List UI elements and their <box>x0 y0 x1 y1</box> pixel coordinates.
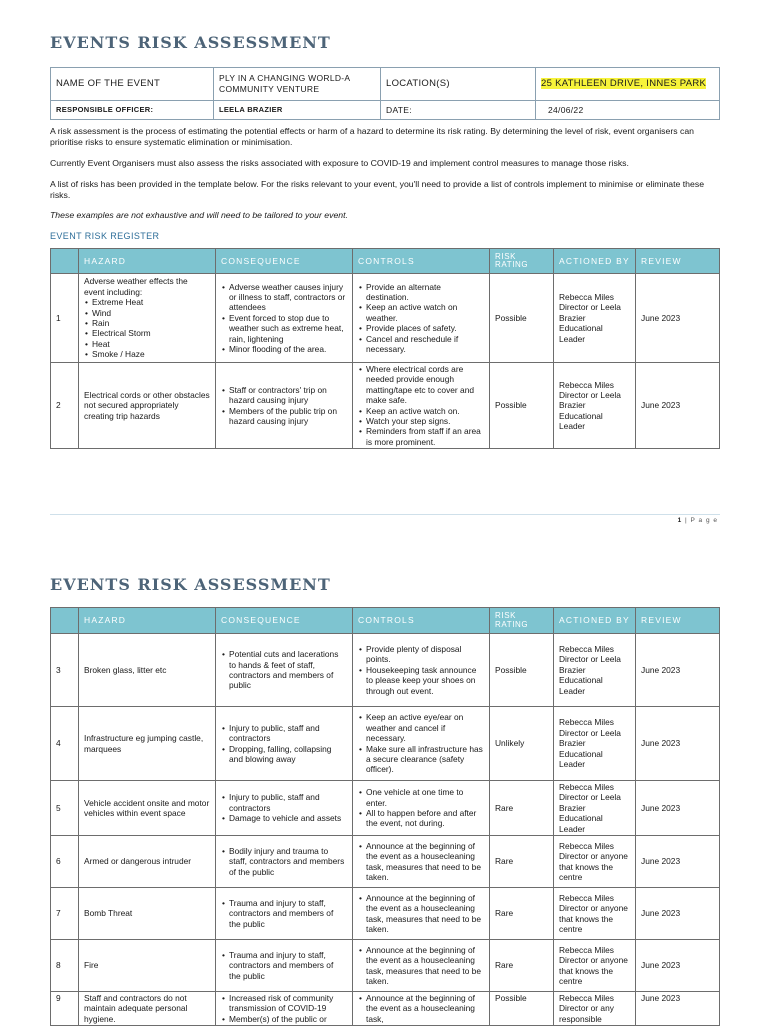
list-item: • Electrical Storm <box>92 328 210 338</box>
risk-rating-cell: Rare <box>490 781 554 836</box>
review-cell: June 2023 <box>636 363 720 449</box>
intro-paragraph-4: These examples are not exhaustive and will need to be tailored to your event. <box>50 210 348 220</box>
risk-rating-cell: Possible <box>490 992 554 1026</box>
controls-cell <box>353 363 490 449</box>
row-number: 8 <box>51 940 79 992</box>
table-row <box>51 781 720 836</box>
intro-paragraph-1: A risk assessment is the process of estimating the potential effects or harm of a hazard to determine its risk rating. By determining the level of risk, event organisers can prioritise risks to ensure systematic elimination or minimisation. <box>50 126 694 147</box>
review-cell: June 2023 <box>636 940 720 992</box>
hazard-cell: Vehicle accident onsite and motor vehicles within event space <box>79 781 216 836</box>
page-number <box>678 517 718 524</box>
actioned-by-cell: Rebecca Miles Director or Leela Brazier Educational Leader <box>554 634 636 707</box>
risk-rating-cell: Possible <box>490 274 554 363</box>
consequence-cell <box>216 992 353 1026</box>
review-cell: June 2023 <box>636 634 720 707</box>
location-value: 25 KATHLEEN DRIVE, INNES PARK <box>541 78 707 89</box>
hazard-cell: Bomb Threat <box>79 888 216 940</box>
review-cell: June 2023 <box>636 274 720 363</box>
controls-cell <box>353 781 490 836</box>
row-number: 4 <box>51 707 79 781</box>
date-value: 24/06/22 <box>536 101 720 120</box>
row-number: 5 <box>51 781 79 836</box>
risk-rating-cell: Rare <box>490 836 554 888</box>
header-review: REVIEW <box>636 608 720 634</box>
actioned-by-cell: Rebecca Miles Director or anyone that knows the centre <box>554 940 636 992</box>
list-item: • Event forced to stop due to weather such as extreme heat, rain, lightening <box>229 313 347 344</box>
list-item: • Keep an active watch on. <box>366 406 484 416</box>
risk-rating-cell: Rare <box>490 940 554 992</box>
table-header-row <box>51 249 720 274</box>
list-item: • Rain <box>92 318 210 328</box>
controls-cell <box>353 992 490 1026</box>
header-controls: CONTROLS <box>353 249 490 274</box>
controls-cell <box>353 888 490 940</box>
hazard-cell: Fire <box>79 940 216 992</box>
list-item: • Provide places of safety. <box>366 323 484 333</box>
consequence-cell <box>216 363 353 449</box>
risk-register-table-2 <box>50 607 720 1026</box>
list-item: • One vehicle at one time to enter. <box>366 787 484 808</box>
list-item: • Minor flooding of the area. <box>229 344 347 354</box>
table-row <box>51 363 720 449</box>
list-item: • Potential cuts and lacerations to hands & feet of staff, contractors and members of public <box>229 649 347 691</box>
actioned-by-cell: Rebecca Miles Director or anyone that knows the centre <box>554 836 636 888</box>
consequence-cell <box>216 634 353 707</box>
header-actioned-by: ACTIONED BY <box>554 249 636 274</box>
header-num <box>51 608 79 634</box>
table-header-row <box>51 608 720 634</box>
list-item: • Smoke / Haze <box>92 349 210 359</box>
risk-rating-cell: Unlikely <box>490 707 554 781</box>
page-title: EVENTS RISK ASSESSMENT <box>50 33 331 52</box>
list-item: • Injury to public, staff and contractors <box>229 723 347 744</box>
list-item: • Provide an alternate destination. <box>366 282 484 303</box>
intro-paragraph-2: Currently Event Organisers must also assess the risks associated with exposure to COVID-19 and implement control measures to manage those risks. <box>50 158 629 168</box>
actioned-by-cell: Rebecca Miles Director or anyone that knows the centre <box>554 888 636 940</box>
list-item: • Wind <box>92 308 210 318</box>
consequence-cell <box>216 940 353 992</box>
list-item: • Adverse weather causes injury or illness to staff, contractors or attendees <box>229 282 347 313</box>
consequence-cell <box>216 274 353 363</box>
list-item: • Where electrical cords are needed provide enough matting/tape etc to cover and make safe. <box>366 364 484 406</box>
table-row <box>51 836 720 888</box>
hazard-cell: Armed or dangerous intruder <box>79 836 216 888</box>
row-number: 2 <box>51 363 79 449</box>
page-number-value: 1 <box>677 517 683 524</box>
list-item: • Watch your step signs. <box>366 416 484 426</box>
table-row <box>51 274 720 363</box>
hazard-cell: Broken glass, litter etc <box>79 634 216 707</box>
risk-register-table-1 <box>50 248 720 449</box>
list-item: • Heat <box>92 339 210 349</box>
header-hazard: HAZARD <box>79 249 216 274</box>
row-number: 3 <box>51 634 79 707</box>
hazard-cell <box>79 274 216 363</box>
header-controls: CONTROLS <box>353 608 490 634</box>
consequence-cell <box>216 781 353 836</box>
event-info-table <box>50 67 720 120</box>
list-item: • Announce at the beginning of the event as a housecleaning task, measures that need to be taken. <box>366 893 484 935</box>
controls-cell <box>353 940 490 992</box>
table-row <box>51 707 720 781</box>
risk-rating-cell: Rare <box>490 888 554 940</box>
consequence-cell <box>216 836 353 888</box>
list-item: • Increased risk of community transmission of COVID-19 <box>229 993 347 1014</box>
row-number: 7 <box>51 888 79 940</box>
header-hazard: HAZARD <box>79 608 216 634</box>
officer-value: LEELA BRAZIER <box>214 101 381 120</box>
intro-paragraph-3: A list of risks has been provided in the template below. For the risks relevant to your event, you'll need to provide a list of controls implement to minimise or eliminate these risks. <box>50 179 705 200</box>
consequence-cell <box>216 888 353 940</box>
list-item: • Cancel and reschedule if necessary. <box>366 334 484 355</box>
actioned-by-cell: Rebecca Miles Director or Leela Brazier Educational Leader <box>554 363 636 449</box>
list-item: • Announce at the beginning of the event as a housecleaning task, measures that need to be taken. <box>366 945 484 987</box>
list-item: • Damage to vehicle and assets <box>229 813 347 823</box>
row-number: 9 <box>51 992 79 1026</box>
event-name-label: NAME OF THE EVENT <box>51 68 214 101</box>
date-label: DATE: <box>381 101 536 120</box>
header-consequence: CONSEQUENCE <box>216 249 353 274</box>
table-row <box>51 992 720 1026</box>
list-item: • Extreme Heat <box>92 297 210 307</box>
list-item: • Provide plenty of disposal points. <box>366 644 484 665</box>
list-item: • Injury to public, staff and contractors <box>229 792 347 813</box>
list-item: • Make sure all infrastructure has a secure clearance (safety officer). <box>366 744 484 775</box>
review-cell: June 2023 <box>636 992 720 1026</box>
footer-divider <box>50 514 720 515</box>
register-heading: EVENT RISK REGISTER <box>50 231 160 241</box>
header-risk-rating: RISK RATING <box>490 608 554 634</box>
list-item: • Staff or contractors' trip on hazard causing injury <box>229 385 347 406</box>
page-2-title: EVENTS RISK ASSESSMENT <box>50 575 331 594</box>
list-item: • Dropping, falling, collapsing and blowing away <box>229 744 347 765</box>
header-risk-rating: RISK RATING <box>490 249 554 274</box>
actioned-by-cell: Rebecca Miles Director or Leela Brazier Educational Leader <box>554 707 636 781</box>
actioned-by-cell: Rebecca Miles Director or any responsible <box>554 992 636 1026</box>
hazard-text: Adverse weather effects the event including: <box>84 276 188 297</box>
controls-cell <box>353 836 490 888</box>
header-consequence: CONSEQUENCE <box>216 608 353 634</box>
hazard-cell: Electrical cords or other obstacles not secured appropriately creating trip hazards <box>79 363 216 449</box>
review-cell: June 2023 <box>636 707 720 781</box>
actioned-by-cell: Rebecca Miles Director or Leela Brazier Educational Leader <box>554 274 636 363</box>
list-item: • Announce at the beginning of the event as a housecleaning task, measures that need to be taken. <box>366 841 484 883</box>
page-number-suffix: | P a g e <box>685 517 718 524</box>
risk-rating-cell: Possible <box>490 634 554 707</box>
officer-label: RESPONSIBLE OFFICER: <box>51 101 214 120</box>
controls-cell <box>353 274 490 363</box>
header-review: REVIEW <box>636 249 720 274</box>
list-item: • Keep an active eye/ear on weather and cancel if necessary. <box>366 712 484 743</box>
controls-cell <box>353 707 490 781</box>
review-cell: June 2023 <box>636 836 720 888</box>
risk-rating-cell: Possible <box>490 363 554 449</box>
list-item: • Housekeeping task announce to please keep your shoes on through out event. <box>366 665 484 696</box>
table-row <box>51 940 720 992</box>
header-num <box>51 249 79 274</box>
list-item: • Keep an active watch on weather. <box>366 302 484 323</box>
table-row <box>51 888 720 940</box>
review-cell: June 2023 <box>636 781 720 836</box>
row-number: 1 <box>51 274 79 363</box>
list-item: • Reminders from staff if an area is more prominent. <box>366 426 484 447</box>
header-actioned-by: ACTIONED BY <box>554 608 636 634</box>
hazard-cell: Infrastructure eg jumping castle, marquees <box>79 707 216 781</box>
event-name-value: PLY IN A CHANGING WORLD-A COMMUNITY VENTURE <box>214 68 381 101</box>
table-row <box>51 634 720 707</box>
consequence-cell <box>216 707 353 781</box>
review-cell: June 2023 <box>636 888 720 940</box>
list-item: • Trauma and injury to staff, contractors and members of the public <box>229 898 347 929</box>
list-item: • Members of the public trip on hazard causing injury <box>229 406 347 427</box>
actioned-by-cell: Rebecca Miles Director or Leela Brazier Educational Leader <box>554 781 636 836</box>
hazard-list <box>84 297 210 359</box>
list-item: • Announce at the beginning of the event as a housecleaning task, <box>366 993 484 1024</box>
hazard-cell: Staff and contractors do not maintain adequate personal hygiene. <box>79 992 216 1026</box>
controls-cell <box>353 634 490 707</box>
location-label: LOCATION(S) <box>381 68 536 101</box>
row-number: 6 <box>51 836 79 888</box>
list-item: • All to happen before and after the event, not during. <box>366 808 484 829</box>
list-item: • Bodily injury and trauma to staff, contractors and members of the public <box>229 846 347 877</box>
list-item: • Trauma and injury to staff, contractors and members of the public <box>229 950 347 981</box>
list-item: • Member(s) of the public or <box>229 1014 347 1024</box>
